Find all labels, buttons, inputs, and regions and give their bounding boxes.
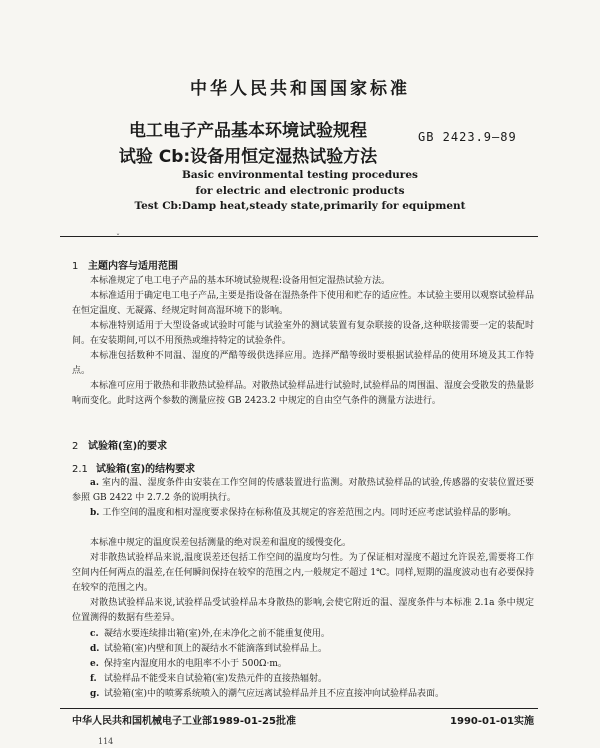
- item-f-key: f.: [90, 674, 97, 684]
- item-g-key: g.: [90, 689, 100, 699]
- item-f-text: 试验样品不能受来自试验箱(室)发热元件的直接热辐射。: [104, 674, 328, 684]
- item-b: b. 工作空间的温度和相对湿度要求保持在标称值及其规定的容差范围之内。同时还应考虑试验样品的影响。: [90, 508, 517, 518]
- item-a-text: 室内的温、湿度条件由安装在工作空间的传感装置进行监测。对散热试验样品的试验,传感器的安装位置还要参照 GB 2422 中 2.7.2 条的说明执行。: [72, 478, 534, 503]
- section-1-paragraph-4: 本标准包括数种不同温、湿度的严酷等级供选择应用。选择严酷等级时要根据试验样品的使用环境及其工作特点。: [72, 351, 534, 376]
- item-c: [72, 627, 552, 642]
- item-e-key: e.: [90, 659, 99, 669]
- title-line-1: 电工电子产品基本环境试验规程: [129, 121, 367, 141]
- document-title: [98, 118, 398, 170]
- item-e-text: 保持室内湿度用水的电阻率不小于 500Ω·m。: [104, 659, 287, 669]
- subsection-2-1-heading: [72, 460, 195, 475]
- item-a: a. 室内的温、湿度条件由安装在工作空间的传感装置进行监测。对散热试验样品的试验,传感器的安装位置还要参照 GB 2422 中 2.7.2 条的说明执行。: [72, 478, 534, 503]
- item-d: [72, 642, 552, 657]
- item-e: [72, 657, 552, 672]
- scan-mark: ˇ: [116, 233, 120, 242]
- heat-paragraph: 对散热试验样品来说,试验样品受试验样品本身散热的影响,会使它附近的温、湿度条件与本标准 2.1a 条中规定位置测得的数据有些差异。: [72, 598, 534, 623]
- section-1-paragraph-2: 本标准适用于确定电工电子产品,主要是指设备在湿热条件下使用和贮存的适应性。本试验主要用以观察试验样品在恒定温度、无凝露、经规定时间高湿环境下的影响。: [72, 291, 534, 316]
- footer: [72, 712, 534, 727]
- subsection-2-1-title: 试验箱(室)的结构要求: [96, 464, 196, 475]
- item-d-text: 试验箱(室)内壁和顶上的凝结水不能滴落到试验样品上。: [104, 644, 328, 654]
- non-heat-paragraph: 对非散热试验样品来说,温度误差还包括工作空间的温度均匀性。为了保证相对湿度不超过允许误差,需要将工作空间内任何两点的温差,在任何瞬间保持在较窄的范围之内,一般规定不超过 1℃。同样,短期的温度波动也有必要保持在较窄的范围之内。: [72, 553, 534, 593]
- section-2-title: 试验箱(室)的要求: [88, 441, 168, 452]
- approval-text: 中华人民共和国机械电子工业部1989-01-25批准: [72, 716, 296, 727]
- item-c-text: 凝结水要连续排出箱(室)外,在未净化之前不能重复使用。: [104, 629, 330, 639]
- gb-code: GB 2423.9—89: [418, 130, 517, 144]
- section-1-paragraph-1: 本标准规定了电工电子产品的基本环境试验规程:设备用恒定湿热试验方法。: [90, 276, 391, 286]
- implementation-date: 1990-01-01实施: [450, 716, 534, 727]
- english-title: [0, 168, 600, 215]
- item-c-key: c.: [90, 629, 99, 639]
- section-1-paragraph-3: 本标准特别适用于大型设备或试验时可能与试验室外的测试装置有复杂联接的设备,这种联接需要一定的装配时间。在安装期间,可以不用预热或维持特定的试验条件。: [72, 321, 534, 346]
- section-2-number: 2: [72, 441, 79, 452]
- bottom-divider: [60, 708, 538, 709]
- item-f: [72, 672, 552, 687]
- subsection-2-1-number: 2.1: [72, 464, 88, 475]
- section-2-heading: [72, 437, 167, 452]
- item-g-text: 试验箱(室)中的喷雾系统喷入的潮气应远离试验样品并且不应直接冲向试验样品表面。: [104, 689, 445, 699]
- section-1-paragraph-5: 本标准可应用于散热和非散热试验样品。对散热试验样品进行试验时,试验样品的周围温、湿度会受散发的热量影响而变化。此时这两个参数的测量应按 GB 2423.2 中规定的自由空气条件的测量方法进行。: [72, 381, 534, 406]
- title-line-2: 试验 Cb:设备用恒定湿热试验方法: [118, 147, 378, 167]
- english-title-line-1: Basic environmental testing procedures: [182, 169, 418, 181]
- top-divider: [60, 236, 538, 237]
- item-b-text: 工作空间的温度和相对湿度要求保持在标称值及其规定的容差范围之内。同时还应考虑试验样品的影响。: [102, 508, 517, 518]
- tolerance-paragraph: 本标准中规定的温度误差包括测量的绝对误差和温度的缓慢变化。: [90, 538, 352, 548]
- section-1-number: 1: [72, 261, 79, 272]
- item-g: [72, 687, 552, 702]
- standard-title: 中华人民共和国国家标准: [190, 79, 410, 99]
- page-number: 114: [98, 737, 114, 746]
- english-title-line-2: for electric and electronic products: [195, 184, 405, 197]
- item-d-key: d.: [90, 644, 100, 654]
- section-1-title: 主题内容与适用范围: [88, 261, 178, 272]
- english-title-line-3: Test Cb:Damp heat,steady state,primarily for equipment: [134, 200, 466, 212]
- section-1-heading: [72, 257, 178, 272]
